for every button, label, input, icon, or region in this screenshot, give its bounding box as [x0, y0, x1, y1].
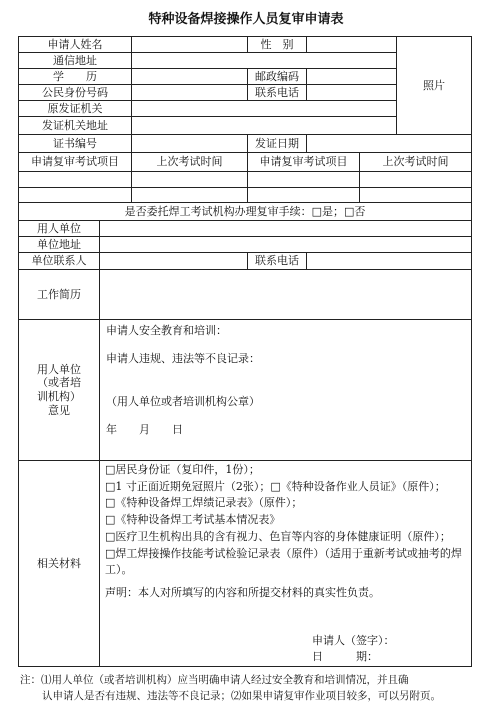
employer-field[interactable]: [99, 220, 472, 237]
exam-item-header-2: 申请复审考试项目: [247, 152, 360, 172]
seal-label: （用人单位或者培训机构公章）: [106, 394, 260, 408]
violations-label: 申请人违规、违法等不良记录：: [106, 352, 260, 366]
material-item[interactable]: □居民身份证（复印件，1份）；: [105, 463, 260, 476]
employer-contact-label: 单位联系人: [18, 252, 100, 270]
declaration: 声明：本人对所填写的内容和所提交材料的真实性负责。: [105, 586, 380, 600]
employer-phone-field[interactable]: [306, 252, 472, 270]
exam-time-cell[interactable]: [131, 187, 248, 203]
signature-label[interactable]: 申请人（签字）：: [312, 634, 395, 647]
employer-address-label: 单位地址: [18, 236, 100, 253]
opinion-label-text: 用人单位（或者培训机构）意见: [37, 362, 81, 417]
address-label: 通信地址: [18, 52, 132, 69]
address-field[interactable]: [131, 52, 397, 69]
exam-item-cell[interactable]: [247, 171, 360, 188]
original-issuer-label: 原发证机关: [18, 100, 132, 117]
original-issuer-field[interactable]: [131, 100, 397, 117]
issuer-address-label: 发证机关地址: [18, 116, 132, 135]
phone-label: 联系电话: [247, 84, 307, 101]
employer-label: 用人单位: [18, 220, 100, 237]
postcode-field[interactable]: [306, 68, 397, 85]
id-number-field[interactable]: [131, 84, 248, 101]
education-field[interactable]: [131, 68, 248, 85]
footnote-line-2: 认申请人是否有违规、违法等不良记录；⑵如果申请复审作业项目较多，可以另附页。: [42, 690, 441, 703]
opinion-label: [18, 319, 100, 461]
footnote-line-1: 注：⑴用人单位（或者培训机构）应当明确申请人经过安全教育和培训情况，并且确: [20, 674, 409, 686]
issuer-address-field[interactable]: [131, 116, 397, 135]
exam-time-cell[interactable]: [359, 171, 472, 188]
safety-training-label: 申请人安全教育和培训：: [106, 324, 227, 337]
last-exam-time-header-2: 上次考试时间: [359, 152, 472, 172]
name-label: 申请人姓名: [18, 36, 132, 53]
name-field[interactable]: [131, 36, 248, 53]
postcode-label: 邮政编码: [247, 68, 307, 85]
exam-item-cell[interactable]: [18, 171, 132, 188]
footnote: [20, 672, 472, 705]
opinion-date: 年 月 日: [106, 422, 183, 436]
materials-label: 相关材料: [18, 460, 100, 667]
form-title: 特种设备焊接操作人员复审申请表: [148, 12, 344, 27]
cert-number-label: 证书编号: [18, 134, 132, 153]
photo-box: 照片: [396, 36, 472, 135]
id-number-label: 公民身份号码: [18, 84, 132, 101]
education-label: 学 历: [18, 68, 132, 85]
materials-content: [105, 462, 467, 602]
exam-item-cell[interactable]: [18, 187, 132, 203]
material-item[interactable]: □焊工焊接操作技能考试检验记录表（原件）（适用于重新考试或抽考的焊工）。: [105, 546, 462, 577]
resume-label: 工作简历: [18, 269, 100, 320]
material-item[interactable]: □医疗卫生机构出具的含有视力、色盲等内容的身体健康证明（原件）；: [105, 529, 451, 543]
resume-field[interactable]: [99, 269, 472, 320]
gender-label: 性 别: [247, 36, 307, 53]
exam-time-cell[interactable]: [359, 187, 472, 203]
material-item[interactable]: □1 寸正面近期免冠照片（2张）；□《特种设备作业人员证》（原件）；: [105, 479, 446, 493]
last-exam-time-header-1: 上次考试时间: [131, 152, 248, 172]
sign-date-label[interactable]: 日 期：: [312, 650, 378, 663]
cert-number-field[interactable]: [131, 134, 248, 153]
exam-item-header-1: 申请复审考试项目: [18, 152, 132, 172]
gender-field[interactable]: [306, 36, 397, 53]
material-item[interactable]: □《特种设备焊工考试基本情况表》: [105, 513, 281, 527]
material-item[interactable]: □《特种设备焊工焊绩记录表》（原件）；: [105, 496, 303, 510]
issue-date-label: 发证日期: [247, 134, 307, 153]
opinion-content: [106, 324, 466, 437]
employer-phone-label: 联系电话: [247, 252, 307, 270]
exam-item-cell[interactable]: [247, 187, 360, 203]
exam-time-cell[interactable]: [131, 171, 248, 188]
phone-field[interactable]: [306, 84, 397, 101]
entrust-row[interactable]: 是否委托焊工考试机构办理复审手续：□是；□否: [18, 202, 472, 221]
employer-address-field[interactable]: [99, 236, 472, 253]
employer-contact-field[interactable]: [99, 252, 248, 270]
issue-date-field[interactable]: [306, 134, 472, 153]
